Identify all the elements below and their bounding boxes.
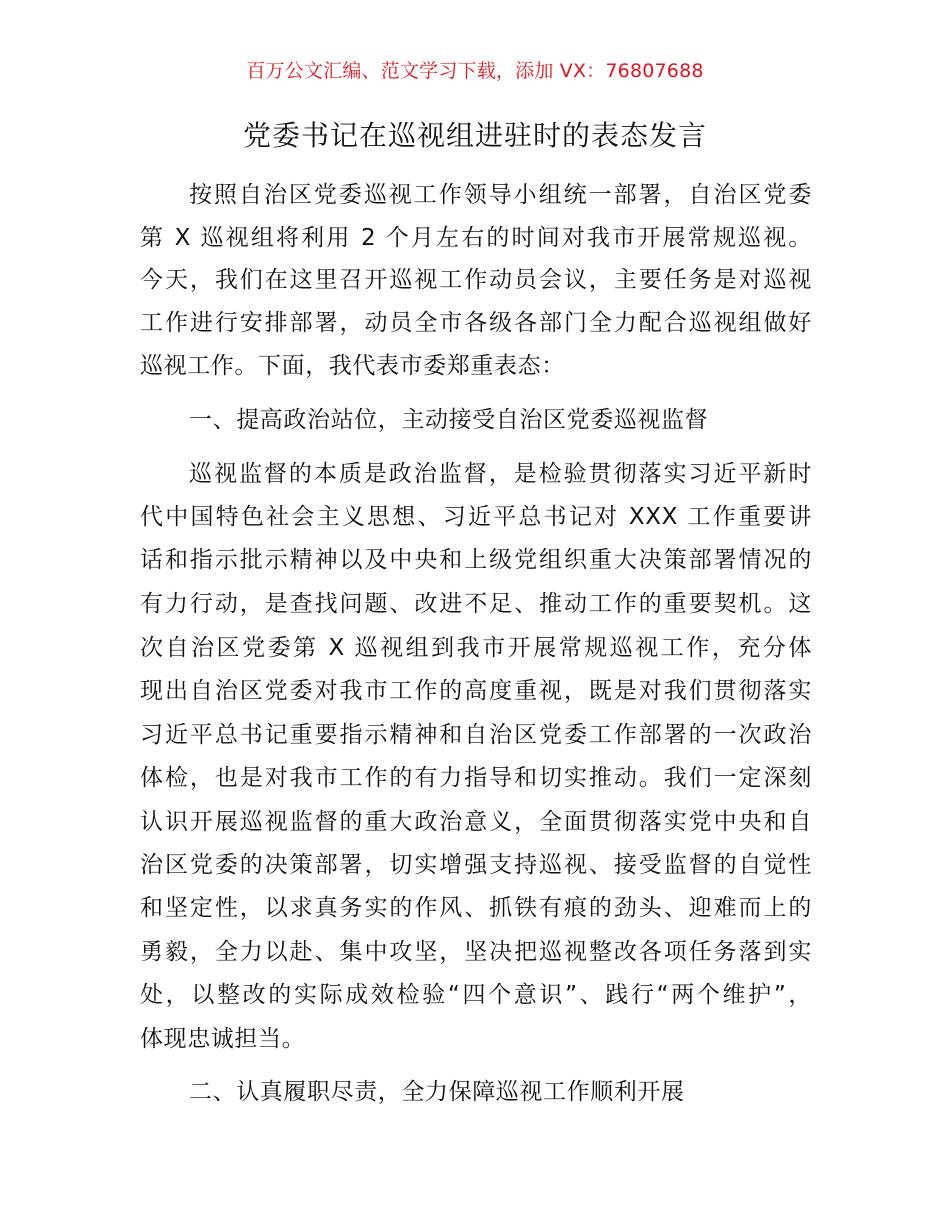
paragraph-line: 第 X 巡视组将利用 2 个月左右的时间对我市开展常规巡视。 xyxy=(140,225,812,251)
paragraph-line: 现出自治区党委对我市工作的高度重视，既是对我们贯彻落实 xyxy=(140,678,812,704)
paragraph-line: 体检，也是对我市工作的有力指导和切实推动。我们一定深刻 xyxy=(140,765,812,791)
watermark-banner: 百万公文汇编、范文学习下载，添加 VX：76807688 xyxy=(246,60,704,82)
paragraph-line: 工作进行安排部署，动员全市各级各部门全力配合巡视组做好 xyxy=(140,310,812,336)
paragraph-line: 次自治区党委第 X 巡视组到我市开展常规巡视工作，充分体 xyxy=(140,635,812,661)
paragraph-line: 今天，我们在这里召开巡视工作动员会议，主要任务是对巡视 xyxy=(140,267,812,293)
paragraph-line: 习近平总书记重要指示精神和自治区党委工作部署的一次政治 xyxy=(140,722,812,748)
paragraph-line: 处，以整改的实际成效检验“四个意识”、践行“两个维护”， xyxy=(140,982,812,1008)
paragraph-line: 勇毅，全力以赴、集中攻坚，坚决把巡视整改各项任务落到实 xyxy=(140,939,812,965)
paragraph-line: 治区党委的决策部署，切实增强支持巡视、接受监督的自觉性 xyxy=(140,852,812,878)
paragraph-line: 巡视监督的本质是政治监督，是检验贯彻落实习近平新时 xyxy=(189,461,812,487)
paragraph-line: 认识开展巡视监督的重大政治意义，全面贯彻落实党中央和自 xyxy=(140,809,812,835)
paragraph-line: 话和指示批示精神以及中央和上级党组织重大决策部署情况的 xyxy=(140,547,812,573)
paragraph-line: 体现忠诚担当。 xyxy=(140,1026,306,1052)
paragraph-line: 和坚定性，以求真务实的作风、抓铁有痕的劲头、迎难而上的 xyxy=(140,895,812,921)
paragraph-line: 有力行动，是查找问题、改进不足、推动工作的重要契机。这 xyxy=(140,591,812,617)
paragraph-line: 代中国特色社会主义思想、习近平总书记对 XXX 工作重要讲 xyxy=(140,504,812,530)
section-heading: 二、认真履职尽责，全力保障巡视工作顺利开展 xyxy=(189,1079,685,1105)
paragraph-line: 巡视工作。下面，我代表市委郑重表态： xyxy=(140,353,565,379)
section-heading: 一、提高政治站位，主动接受自治区党委巡视监督 xyxy=(189,407,709,433)
paragraph-line: 按照自治区党委巡视工作领导小组统一部署，自治区党委 xyxy=(189,182,812,208)
page-title: 党委书记在巡视组进驻时的表态发言 xyxy=(242,119,707,152)
